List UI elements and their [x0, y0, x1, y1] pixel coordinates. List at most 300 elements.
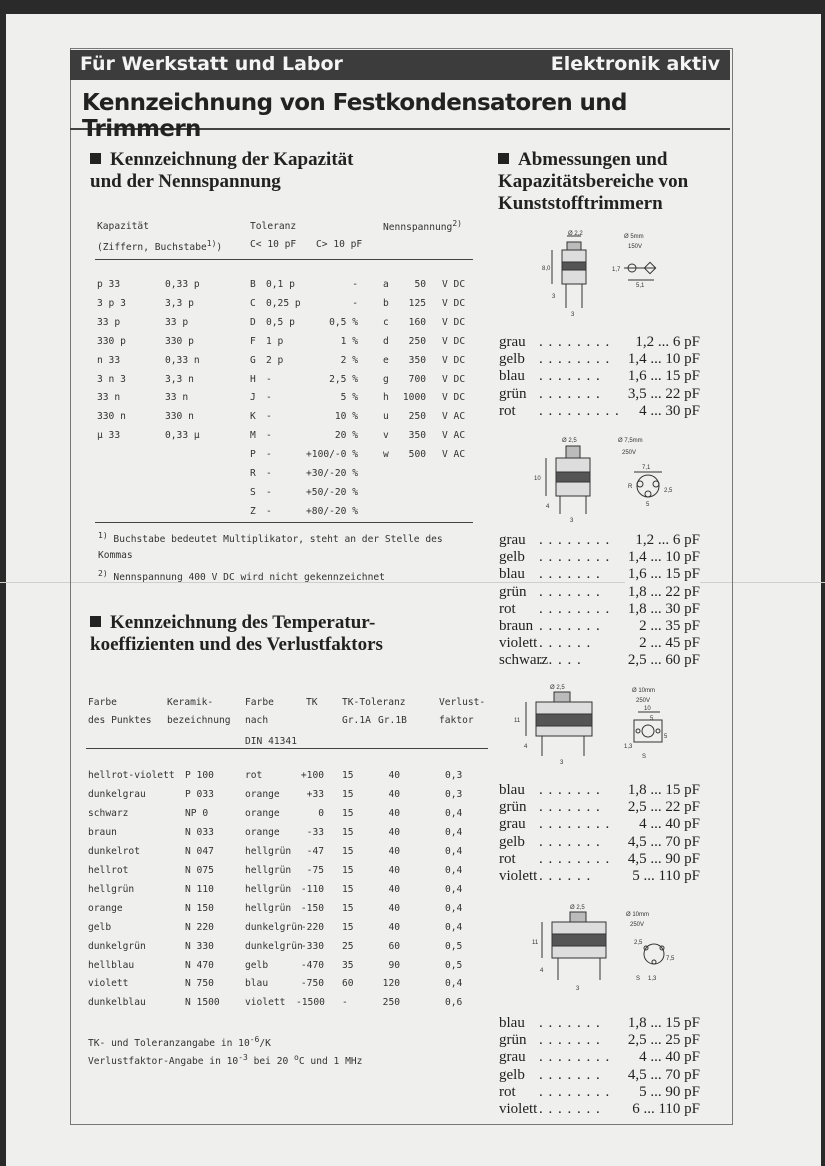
range-dots: . . . . . . . . [539, 1049, 611, 1066]
table2-cell-a: 15 [342, 921, 354, 933]
range-row [499, 368, 700, 385]
table1-cell-c4: - [266, 392, 272, 404]
t10-label-d4: 3 [560, 760, 564, 766]
bullet-square-icon [90, 616, 101, 627]
range-color: grau [499, 1049, 526, 1066]
table2-cell-tk: -1500 [296, 997, 325, 1009]
head-toleranz-gt: C> 10 pF [316, 239, 363, 250]
table2-cell-farbe: schwarz [88, 807, 129, 819]
table2-cell-v: 0,4 [445, 826, 463, 838]
table1-cell-c7: 1000 [402, 392, 426, 404]
table2-cell-tk: -110 [300, 883, 324, 895]
range-dots: . . . . . . . . [539, 850, 611, 867]
table1-cell-c6: v [383, 430, 389, 442]
range-dots: . . . . . . . [539, 1015, 601, 1031]
table1-cell-c4: 0,25 p [266, 297, 301, 309]
t2-head-farbe: Farbe [88, 697, 117, 708]
table2-cell-v: 0,5 [445, 959, 463, 971]
table2-cell-b: 250 [382, 997, 400, 1009]
t10-shaft [554, 692, 570, 702]
t2-head-verlust: Verlust- [439, 697, 486, 708]
trimmer-10mm-drawing [510, 682, 690, 768]
table2-cell-din: hellgrün [245, 883, 292, 895]
table1-cell-c1: 33 n [97, 392, 121, 404]
section1-heading [90, 149, 354, 193]
table2-cell-v: 0,5 [445, 940, 463, 952]
range-color: gelb [499, 351, 525, 368]
table1-cell-c2: 3,3 n [165, 373, 194, 385]
table1-cell-c3: H [250, 373, 256, 385]
table2-cell-din: orange [245, 788, 280, 800]
t5-label-d3: 3 [552, 294, 556, 300]
table1-cell-c4: - [266, 411, 272, 423]
range-dots: . . . . . . . . [539, 532, 611, 548]
range-value: 2,5 ... 22 pF [625, 799, 700, 816]
table2-cell-a: 15 [342, 788, 354, 800]
range-value: 1,2 ... 6 pF [632, 334, 700, 351]
table1-cell-c3: D [250, 316, 256, 328]
range-row [499, 851, 700, 868]
t10-rotor [536, 714, 592, 726]
note-tk-sup: -6 [249, 1035, 260, 1044]
range-row [499, 584, 700, 601]
range-row [499, 1101, 700, 1118]
table1-cell-c6: c [383, 316, 389, 328]
table1-cell-c2: 330 n [165, 411, 194, 423]
range-color: rot [499, 600, 516, 617]
table1-cell-c1: 330 n [97, 411, 126, 423]
table1-cell-c5: +50/-20 % [306, 486, 358, 498]
range-value: 1,2 ... 6 pF [632, 532, 700, 549]
footnote2-text: Nennspannung 400 V DC wird nicht gekennzeichnet [113, 572, 385, 584]
table2-cell-tk: -47 [306, 845, 324, 857]
range-value: 4,5 ... 70 pF [625, 834, 700, 851]
table2-cell-din: dunkelgrün [245, 921, 303, 933]
table1-cell-c5: +80/-20 % [306, 505, 358, 517]
range-color: gelb [499, 1066, 525, 1083]
table1-cell-c5: 5 % [340, 392, 358, 404]
range-color: violett [499, 1101, 538, 1117]
t10-foot-circle [642, 725, 654, 737]
t10b-rotor [552, 934, 606, 946]
table1-cell-c6: e [383, 354, 389, 366]
trimmer-7-5mm-drawing [530, 432, 690, 524]
range-color: grau [499, 816, 526, 833]
t2-head-gr1b: Gr.1B [378, 715, 407, 726]
table2-cell-din: blau [245, 978, 269, 990]
table1-cell-c7: 350 [408, 430, 426, 442]
t75-label-d1: Ø 2,5 [562, 438, 577, 444]
t10-label-volt: 250V [636, 698, 651, 704]
range-color: gelb [499, 833, 525, 850]
table1-cell-c7: 125 [408, 297, 426, 309]
table2-cell-farbe: dunkelgrün [88, 940, 146, 952]
table2-cell-farbe: braun [88, 826, 117, 838]
table2-cell-v: 0,4 [445, 902, 463, 914]
t5-label-d2: 8,0 [542, 266, 551, 272]
t2-head-keramik: Keramik- [167, 697, 214, 708]
range-row [499, 782, 700, 799]
table1-cell-c5: +30/-20 % [306, 468, 358, 479]
table2-cell-a: 15 [342, 826, 354, 838]
table2-cell-b: 40 [388, 921, 400, 933]
table1-cell-c4: 2 p [266, 354, 284, 366]
table2-cell-b: 40 [388, 826, 400, 838]
table2-cell-farbe: gelb [88, 921, 112, 933]
table1-cell-c8: V DC [442, 392, 466, 404]
range-row [499, 351, 700, 368]
range-value: 4 ... 40 pF [636, 816, 700, 833]
table2-cell-din: gelb [245, 959, 269, 971]
table2-cell-din: rot [245, 770, 263, 781]
range-dots: . . . . . . . [539, 1066, 601, 1083]
table2-cell-tk: -330 [300, 940, 324, 952]
t2-head-bezeichnung: bezeichnung [167, 715, 231, 726]
range-value: 2 ... 45 pF [636, 635, 700, 652]
table2-cell-tk: -150 [300, 902, 324, 914]
range-value: 1,8 ... 22 pF [625, 584, 700, 601]
note-tk-a: TK- und Toleranzangabe in 10 [88, 1038, 250, 1050]
t10-label-diam: Ø 10mm [632, 688, 656, 694]
table1-cell-c2: 3,3 p [165, 297, 194, 309]
range-row [499, 1015, 700, 1032]
head-toleranz: Toleranz [250, 221, 297, 232]
t75-label-volt: 250V [622, 450, 637, 456]
range-row [499, 334, 700, 351]
table1-cell-c5: - [352, 297, 358, 309]
range-dots: . . . . . . [539, 635, 592, 652]
table2-cell-farbe: hellblau [88, 959, 135, 971]
table2-cell-v: 0,6 [445, 997, 463, 1009]
t10-label-d9: S [642, 754, 647, 760]
table1-cell-c5: 2,5 % [329, 373, 358, 385]
t10-label-d6: 5 [650, 716, 654, 722]
table2-cell-v: 0,3 [445, 770, 463, 781]
t10-label-d1: Ø 2,5 [550, 685, 565, 691]
range-dots: . . . . . [539, 652, 582, 669]
range-color: grün [499, 583, 527, 600]
table2-cell-b: 90 [388, 959, 400, 971]
table2-cell-b: 40 [388, 902, 400, 914]
table2-cell-b: 40 [388, 807, 400, 819]
range-color: rot [499, 1083, 516, 1100]
table1-cell-c8: V DC [442, 373, 466, 385]
range-value: 5 ... 110 pF [629, 868, 700, 885]
table1-cell-c3: C [250, 297, 256, 309]
note-tk [88, 1035, 271, 1049]
table1-cell-c3: B [250, 279, 256, 290]
table2-cell-farbe: dunkelrot [88, 845, 140, 857]
section1-title-line1: Kennzeichnung der Kapazität [110, 149, 354, 170]
table1-cell-c4: - [266, 486, 272, 498]
range-row [499, 1084, 700, 1101]
table1-cell-c4: - [266, 505, 272, 517]
range-value: 6 ... 110 pF [629, 1101, 700, 1118]
t10-label-d7: 1,3 [624, 744, 633, 750]
t10-label-d3: 4 [524, 744, 528, 750]
head-kapazitaet-sup: 1) [206, 239, 217, 248]
table1-cell-c3: Z [250, 505, 256, 517]
table1-cell-c7: 700 [408, 373, 426, 385]
section2-title-line1: Kennzeichnung des Temperatur- [110, 612, 376, 633]
range-row [499, 566, 700, 583]
range-row [499, 868, 700, 885]
table2-cell-a: 25 [342, 940, 354, 952]
range-dots: . . . . . . . [539, 1032, 601, 1049]
range-color: rot [499, 850, 516, 867]
table2-cell-a: 60 [342, 978, 354, 990]
table1-cell-c8: V DC [442, 335, 466, 347]
range-row [499, 549, 700, 566]
range-color: grau [499, 334, 526, 350]
range-dots: . . . . . . . [539, 368, 601, 385]
table1-cell-c4: 1 p [266, 335, 284, 347]
range-color: schwarz [499, 652, 549, 669]
table1-cell-c1: µ 33 [97, 430, 121, 442]
range-dots: . . . . . . . . [539, 351, 611, 368]
t10b-label-d8: S [636, 976, 641, 982]
table1-cell-c6: a [383, 279, 389, 290]
head-kapazitaet-sub-text: (Ziffern, Buchstabe [97, 242, 207, 254]
t2-head-farbe-din: Farbe [245, 697, 274, 708]
range-dots: . . . . . . . . [539, 334, 611, 350]
table2-cell-ker: N 047 [185, 845, 214, 857]
t75-label-d7: 2,5 [664, 488, 673, 494]
table2-cell-b: 40 [388, 883, 400, 895]
table2-cell-tk: +33 [306, 788, 324, 800]
t2-head-gr1a: Gr.1A [342, 715, 371, 726]
table2-cell-a: 15 [342, 864, 354, 876]
range-row [499, 532, 700, 549]
table2-cell-ker: N 330 [185, 940, 214, 952]
table2-cell-b: 60 [388, 940, 400, 952]
table1-cell-c5: - [352, 279, 358, 290]
table1-cell-c3: J [250, 392, 256, 404]
t2-head-des-punktes: des Punktes [88, 715, 152, 726]
t5-shaft [567, 242, 581, 250]
range-value: 1,4 ... 10 pF [625, 549, 700, 566]
t75-pad-c [645, 491, 651, 497]
table2-cell-a: 15 [342, 845, 354, 857]
note-tk-b: /K [259, 1038, 271, 1050]
table1-cell-c1: 3 n 3 [97, 373, 126, 385]
table1-footer-rule [95, 522, 473, 523]
range-row [499, 652, 700, 669]
table2-cell-farbe: dunkelblau [88, 997, 146, 1009]
table1-cell-c6: d [383, 335, 389, 347]
t10-label-d8: 5 [664, 734, 668, 740]
range-row [499, 386, 700, 403]
t75-shaft [566, 446, 580, 458]
table1-cell-c8: V AC [442, 449, 466, 461]
t10b-label-diam: Ø 10mm [626, 912, 650, 918]
table2-cell-din: hellgrün [245, 845, 292, 857]
table2-cell-tk: -33 [306, 826, 324, 838]
range-row [499, 1032, 700, 1049]
table1-cell-c4: - [266, 449, 272, 461]
t10b-label-d2: 11 [532, 940, 539, 946]
range-row [499, 1067, 700, 1084]
table1-cell-c1: 3 p 3 [97, 297, 126, 309]
range-value: 1,6 ... 15 pF [625, 566, 700, 583]
table1-cell-c5: 0,5 % [329, 316, 358, 328]
range-value: 1,8 ... 30 pF [625, 601, 700, 618]
t10b-label-d6: 7,5 [666, 956, 675, 962]
table1-cell-c7: 50 [414, 279, 426, 290]
range-dots: . . . . . . . . [539, 600, 611, 617]
t10-label-d5: 10 [644, 706, 651, 712]
range-value: 1,8 ... 15 pF [625, 782, 700, 799]
table2-cell-din: hellgrün [245, 902, 292, 914]
table2-cell-v: 0,4 [445, 807, 463, 819]
t75-label-d5: 7,1 [642, 465, 651, 471]
table2-cell-ker: N 1500 [185, 997, 220, 1009]
range-dots: . . . . . . . [539, 583, 601, 600]
table2-cell-ker: N 110 [185, 883, 214, 895]
range-row [499, 618, 700, 635]
range-color: rot [499, 402, 516, 419]
range-dots: . . . . . . . . . [539, 402, 620, 419]
footnote2 [98, 569, 385, 583]
table2-header-rule [86, 748, 488, 749]
t5-rotor [562, 262, 586, 270]
t5-label-d6: 5,1 [636, 283, 645, 289]
table2-cell-tk: -750 [300, 978, 324, 990]
table1-cell-c2: 0,33 µ [165, 430, 200, 442]
table2-cell-ker: N 150 [185, 902, 214, 914]
range-value: 2 ... 35 pF [636, 618, 700, 635]
section2-heading [90, 612, 383, 656]
range-color: violett [499, 635, 538, 652]
section3-title-line1: Abmessungen und [518, 149, 668, 170]
table2-cell-b: 40 [388, 770, 400, 781]
range-dots: . . . . . . . [539, 1101, 601, 1117]
table1-cell-c3: S [250, 486, 256, 498]
section3-heading [498, 149, 688, 215]
table2-cell-b: 40 [388, 845, 400, 857]
t10b-label-d7: 1,3 [648, 976, 657, 982]
table2-cell-farbe: violett [88, 978, 129, 990]
t10b-label-d1: Ø 2,5 [570, 905, 585, 911]
range-dots: . . . . . . . [539, 566, 601, 583]
t75-pad-b [653, 481, 659, 487]
range-color: grün [499, 385, 527, 402]
range-row [499, 816, 700, 833]
table1-cell-c4: - [266, 373, 272, 385]
table1-cell-c5: 2 % [340, 354, 358, 366]
table1-cell-c1: p 33 [97, 279, 121, 290]
range-color: blau [499, 1015, 525, 1031]
range-value: 1,6 ... 15 pF [625, 368, 700, 385]
t10-pad-a [636, 729, 640, 733]
range-row [499, 601, 700, 618]
table1-cell-c3: R [250, 468, 256, 479]
table1-cell-c5: 20 % [334, 430, 358, 442]
range-dots: . . . . . . . . [539, 549, 611, 566]
table2-cell-tk: -220 [300, 921, 324, 933]
table2-cell-tk: -75 [306, 864, 324, 876]
range-dots: . . . . . . . [539, 799, 601, 816]
t5-label-d5: 1,7 [612, 267, 621, 273]
head-kapazitaet-sub [97, 239, 222, 253]
table1-cell-c1: n 33 [97, 354, 121, 366]
table1-cell-c6: u [383, 411, 389, 423]
table2-cell-a: 35 [342, 959, 354, 971]
table1-cell-c3: P [250, 449, 256, 461]
range-row [499, 635, 700, 652]
table2-cell-farbe: orange [88, 902, 123, 914]
range-dots: . . . . . . [539, 868, 592, 884]
range-color: braun [499, 618, 534, 634]
table2-cell-din: orange [245, 807, 280, 819]
trimmer-10mm-b-drawing [530, 900, 690, 992]
table2-cell-a: - [342, 997, 348, 1009]
t2-head-nach: nach [245, 715, 269, 726]
table2-cell-a: 15 [342, 902, 354, 914]
t10b-label-d3: 4 [540, 968, 544, 974]
page-title-text: Kennzeichnung von Festkondensatoren und Trimmern [82, 90, 627, 142]
head-kapazitaet-close: ) [216, 242, 223, 254]
range-dots: . . . . . . . [539, 618, 601, 634]
t2-head-tk: TK [306, 697, 318, 708]
t10b-label-volt: 250V [630, 922, 645, 928]
table2-cell-ker: N 033 [185, 826, 214, 838]
section1-title-line2: und der Nennspannung [90, 171, 281, 192]
footnote1-text: Buchstabe bedeutet Multiplikator, steht an der Stelle des [113, 534, 443, 546]
table2-cell-a: 15 [342, 883, 354, 895]
t2-head-faktor: faktor [439, 715, 474, 726]
trimmer-5mm-drawing [540, 228, 670, 320]
t10b-shaft [570, 912, 586, 922]
range-row [499, 403, 700, 420]
table2-cell-din: dunkelgrün [245, 940, 303, 952]
table2-cell-ker: P 100 [185, 770, 214, 781]
table1-cell-c7: 250 [408, 335, 426, 347]
table2-cell-b: 120 [382, 978, 400, 990]
table2-cell-din: hellgrün [245, 864, 292, 876]
table1-cell-c2: 330 p [165, 335, 194, 347]
table1-header-rule [95, 259, 473, 260]
footnote1 [98, 531, 443, 545]
table2-cell-farbe: hellrot [88, 864, 129, 876]
table2-cell-ker: N 750 [185, 978, 214, 990]
section3-title-line2: Kapazitätsbereiche von [498, 171, 689, 192]
table2-cell-a: 15 [342, 770, 354, 781]
table1-cell-c7: 250 [408, 411, 426, 423]
t10-label-d2: 11 [514, 718, 521, 724]
table2-cell-din: orange [245, 826, 280, 838]
table2-cell-tk: +100 [300, 770, 324, 781]
t75-rotor [556, 472, 590, 482]
bullet-square-icon [498, 153, 509, 164]
range-value: 4 ... 30 pF [636, 403, 700, 420]
t10-pad-b [656, 729, 660, 733]
table1-cell-c5: 10 % [334, 411, 358, 423]
head-nennspannung-sup: 2) [452, 219, 462, 228]
table2-cell-farbe: dunkelgrau [88, 788, 146, 800]
table1-cell-c4: - [266, 430, 272, 442]
range-color: grün [499, 1032, 527, 1049]
table1-cell-c8: V DC [442, 354, 466, 366]
t5-label-d1: Ø 2,2 [568, 231, 583, 237]
range-value: 4,5 ... 70 pF [625, 1067, 700, 1084]
t2-head-din: DIN 41341 [245, 736, 297, 747]
note-verlust-b: bei 20 [247, 1056, 295, 1068]
table1-cell-c5: +100/-0 % [306, 449, 358, 461]
t10b-label-d5: 2,5 [634, 940, 643, 946]
table2-cell-farbe: hellgrün [88, 883, 135, 895]
t75-foot-circle [637, 475, 659, 497]
